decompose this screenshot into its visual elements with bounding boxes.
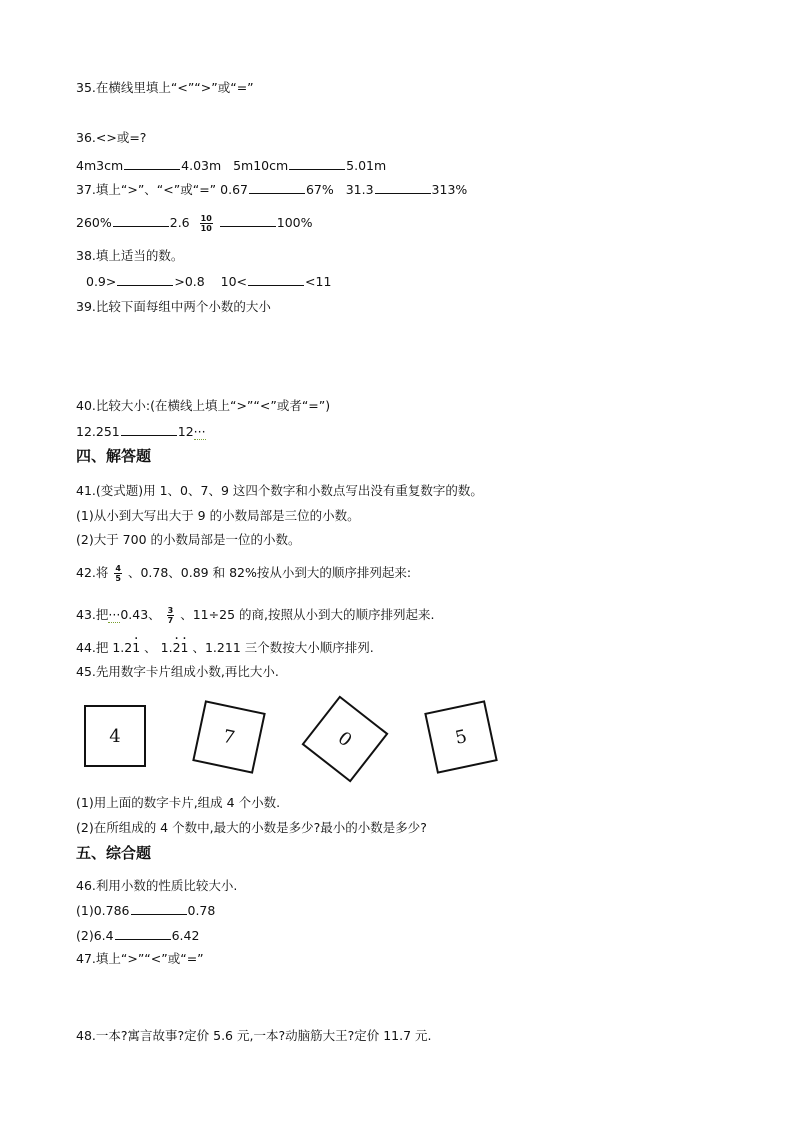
q38-a: 0.9> bbox=[86, 274, 117, 289]
q37-prefix: 37.填上“>”、“<”或“=” bbox=[76, 182, 217, 197]
q40-dots: ··· bbox=[193, 424, 206, 439]
q43-dots: ··· bbox=[108, 607, 121, 622]
q46-title: 46.利用小数的性质比较大小. bbox=[76, 878, 238, 893]
fraction-denominator: 7 bbox=[167, 616, 174, 625]
q36-d: 5.01m bbox=[346, 158, 387, 173]
q41-title: 41.(变式题)用 1、0、7、9 这四个数字和小数点写出没有重复数字的数。 bbox=[76, 483, 483, 498]
q43-fraction bbox=[167, 606, 175, 625]
repeating-digit: 1 · bbox=[181, 640, 189, 656]
q37-f: 2.6 bbox=[169, 215, 190, 230]
answer-blank[interactable] bbox=[289, 158, 345, 170]
q43-line bbox=[76, 606, 434, 625]
answer-blank[interactable] bbox=[113, 215, 169, 227]
q44-prefix: 44.把 bbox=[76, 640, 113, 655]
q37-line2 bbox=[76, 214, 313, 233]
q36-a: 4m3cm bbox=[76, 158, 124, 173]
answer-blank[interactable] bbox=[117, 274, 173, 286]
digit-cards bbox=[0, 690, 794, 800]
digit-card-5: 5 bbox=[424, 700, 498, 774]
q45-part1: (1)用上面的数字卡片,组成 4 个小数. bbox=[76, 795, 281, 810]
q38-items bbox=[86, 274, 331, 290]
q37-c: 31.3 bbox=[345, 182, 374, 197]
q39-title: 39.比较下面每组中两个小数的大小 bbox=[76, 299, 271, 314]
q37-line1 bbox=[76, 182, 467, 198]
fraction-numerator: 4 bbox=[115, 564, 121, 573]
q44-suffix: 、1.211 三个数按大小顺序排列. bbox=[192, 640, 374, 655]
fraction-denominator: 5 bbox=[115, 574, 121, 583]
q36-title: 36.<>或=? bbox=[76, 130, 147, 145]
q47-title: 47.填上“>”“<”或“=” bbox=[76, 951, 204, 966]
repeating-digit: 1 · bbox=[132, 640, 140, 656]
answer-blank[interactable] bbox=[115, 928, 171, 940]
q38-c: 10< bbox=[220, 274, 248, 289]
section-5-title: 五、综合题 bbox=[76, 844, 152, 862]
answer-blank[interactable] bbox=[249, 182, 305, 194]
q35-text: 35.在横线里填上“<”“>”或“=” bbox=[76, 80, 254, 95]
q44-line: 44.把 1.21 · 、 1.2 ·1 · 、1.211 三个数按大小顺序排列. bbox=[76, 640, 374, 656]
q40-items bbox=[76, 424, 206, 440]
q37-a: 0.67 bbox=[220, 182, 248, 197]
answer-blank[interactable] bbox=[121, 424, 177, 436]
section-4-title: 四、解答题 bbox=[76, 447, 152, 465]
q48-title: 48.一本?寓言故事?定价 5.6 元,一本?动脑筋大王?定价 11.7 元. bbox=[76, 1028, 432, 1043]
q40-b: 12 bbox=[177, 424, 194, 439]
answer-blank[interactable] bbox=[248, 274, 304, 286]
q46-p1b: 0.78 bbox=[187, 903, 216, 918]
q37-e: 260% bbox=[76, 215, 112, 230]
q46-p1a: (1)0.786 bbox=[76, 903, 130, 918]
q43-prefix: 43.把 bbox=[76, 607, 109, 622]
q38-b: >0.8 bbox=[174, 274, 205, 289]
fraction-numerator: 3 bbox=[167, 606, 174, 615]
digit-card-7: 7 bbox=[192, 700, 266, 774]
q42-line bbox=[76, 564, 411, 583]
q42-prefix: 42.将 bbox=[76, 565, 109, 580]
q36-b: 4.03m bbox=[181, 158, 222, 173]
q44-num1-base: 1.2 bbox=[112, 640, 133, 655]
q43-mid: 0.43、 bbox=[120, 607, 161, 622]
q37-fraction bbox=[200, 214, 213, 233]
q41-part1: (1)从小到大写出大于 9 的小数局部是三位的小数。 bbox=[76, 508, 360, 523]
q38-d: <11 bbox=[305, 274, 332, 289]
q37-b: 67% bbox=[305, 182, 334, 197]
q43-suffix: 、11÷25 的商,按照从小到大的顺序排列起来. bbox=[180, 607, 435, 622]
q46-part2 bbox=[76, 928, 199, 944]
q40-a: 12.251 bbox=[76, 424, 120, 439]
digit-card-0: 0 bbox=[301, 695, 388, 782]
answer-blank[interactable] bbox=[220, 215, 276, 227]
q36-items bbox=[76, 158, 386, 174]
answer-blank[interactable] bbox=[375, 182, 431, 194]
answer-blank[interactable] bbox=[131, 903, 187, 915]
q45-part2: (2)在所组成的 4 个数中,最大的小数是多少?最小的小数是多少? bbox=[76, 820, 427, 835]
q38-title: 38.填上适当的数。 bbox=[76, 248, 184, 263]
q42-fraction bbox=[114, 564, 122, 583]
q44-num2-base: 1. bbox=[160, 640, 173, 655]
fraction-numerator: 10 bbox=[200, 214, 212, 223]
q45-title: 45.先用数字卡片组成小数,再比大小. bbox=[76, 664, 279, 679]
q36-c: 5m10cm bbox=[233, 158, 289, 173]
q46-p2b: 6.42 bbox=[171, 928, 200, 943]
repeating-digit: 2 · bbox=[173, 640, 181, 656]
q41-part2: (2)大于 700 的小数局部是一位的小数。 bbox=[76, 532, 301, 547]
fraction-denominator: 10 bbox=[200, 224, 212, 233]
q37-d: 313% bbox=[431, 182, 468, 197]
digit-card-4: 4 bbox=[84, 705, 146, 767]
answer-blank[interactable] bbox=[124, 158, 180, 170]
q40-title: 40.比较大小:(在横线上填上“>”“<”或者“=”) bbox=[76, 398, 331, 413]
q46-part1 bbox=[76, 903, 215, 919]
q46-p2a: (2)6.4 bbox=[76, 928, 114, 943]
q37-g: 100% bbox=[276, 215, 313, 230]
q42-suffix: 、0.78、0.89 和 82%按从小到大的顺序排列起来: bbox=[127, 565, 412, 580]
